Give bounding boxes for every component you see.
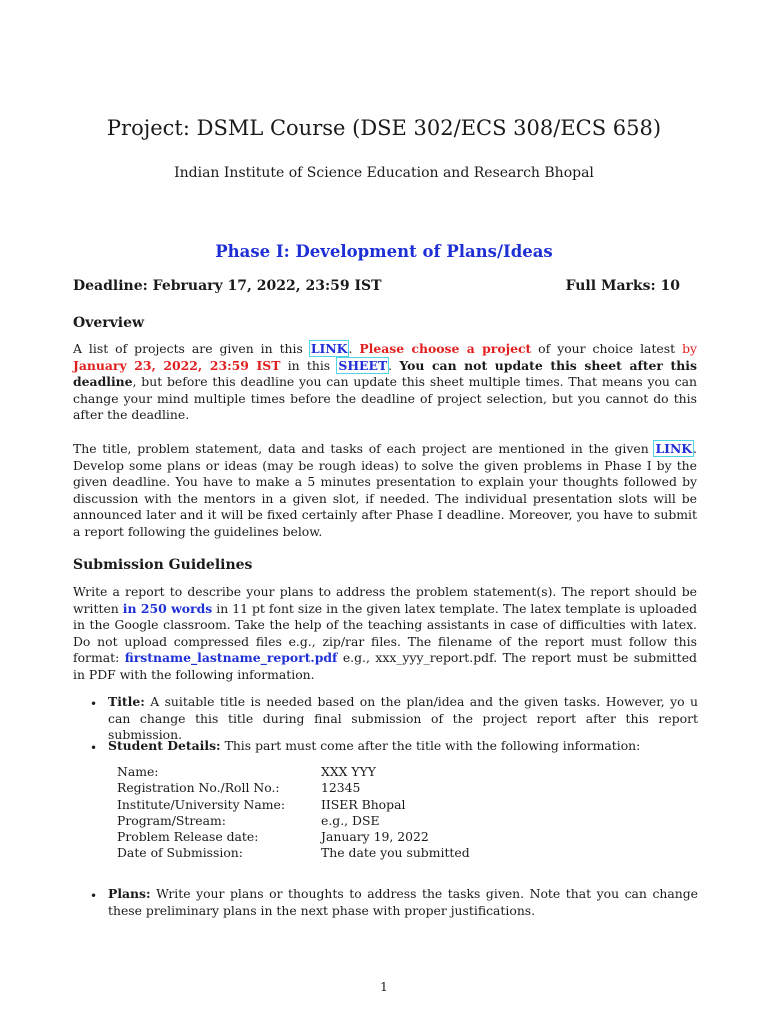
no-update-warning: You can not update this sheet after this deadline	[73, 357, 697, 390]
text-run: Write a report to describe your plans to address the problem statement(s). The report should be written	[73, 584, 697, 616]
text-run: . Develop some plans or ideas (may be rough ideas) to solve the given problems in Phase I by the given deadline. You have to make a 5 minutes presentation to explain your thoughts followed by discussion with the mentors in a given slot, if needed. The individual presentation slots will be announced later and it will be fixed certainly after Phase I deadline. Moreover, you have to submit a report following the guidelines below.	[73, 441, 697, 539]
table-row	[117, 829, 470, 845]
bullet-label: Student Details:	[108, 738, 221, 753]
selection-deadline: January 23, 2022, 23:59 IST	[73, 357, 281, 373]
overview-paragraph-2	[73, 441, 697, 541]
sheet-link[interactable]: SHEET	[338, 357, 388, 373]
detail-value: XXX YYY	[321, 764, 376, 779]
submission-heading: Submission Guidelines	[73, 557, 253, 573]
detail-label: Problem Release date:	[117, 829, 259, 845]
institute-name: Indian Institute of Science Education and Research Bhopal	[174, 165, 594, 181]
text-run: in 11 pt font size in the given latex template. The latex template is uploaded in the Google classroom. Take the help of the teaching assistants in case of difficulties with latex. Do not upload compressed files e.g., zip/rar files. The filename of the report must follow this format:	[73, 600, 697, 666]
detail-label: Program/Stream:	[117, 812, 226, 828]
bullet-icon: •	[90, 889, 98, 903]
bullet-icon: •	[90, 741, 98, 755]
table-row	[117, 780, 470, 796]
detail-value: January 19, 2022	[321, 829, 429, 845]
student-details-table	[117, 764, 470, 862]
detail-value: 12345	[321, 780, 361, 796]
detail-value: The date you submitted	[321, 845, 470, 861]
bullet-label: Title:	[108, 694, 145, 709]
by-emphasis: by	[682, 341, 698, 356]
document-title: Project: DSML Course (DSE 302/ECS 308/ECS 658)	[106, 116, 662, 140]
bullet-student-details	[108, 738, 698, 755]
table-row	[117, 845, 470, 861]
text-run: A list of projects are given in this	[73, 341, 310, 356]
word-limit-emphasis: in 250 words	[122, 600, 213, 616]
project-list-link[interactable]: LINK	[310, 341, 348, 356]
text-run: e.g., xxx_yyy_report.pdf. The report must be submitted in PDF with the following information.	[73, 650, 697, 682]
deadline-text: Deadline: February 17, 2022, 23:59 IST	[73, 278, 382, 294]
text-run: , but before this deadline you can update this sheet multiple times. That means you can change your mind multiple times before the deadline of project selection, but you cannot do this after the deadline.	[73, 374, 697, 423]
bullet-title	[108, 694, 698, 744]
project-details-link[interactable]: LINK	[655, 441, 693, 456]
detail-label: Date of Submission:	[117, 845, 243, 861]
deadline-row	[73, 278, 680, 294]
bullet-text: Write your plans or thoughts to address the tasks given. Note that you can change these preliminary plans in the next phase with proper justifications.	[108, 886, 698, 918]
table-row	[117, 813, 470, 829]
bullet-text: This part must come after the title with the following information:	[220, 738, 641, 753]
text-run: .	[348, 341, 360, 356]
bullet-label: Plans:	[108, 886, 151, 901]
detail-value: e.g., DSE	[321, 812, 380, 828]
overview-paragraph-1	[73, 341, 697, 424]
bullet-icon: •	[90, 697, 98, 711]
text-run: in this	[280, 357, 338, 373]
text-run: .	[388, 357, 400, 373]
phase-title: Phase I: Development of Plans/Ideas	[215, 242, 553, 261]
overview-heading: Overview	[73, 315, 145, 331]
filename-format: firstname_lastname_report.pdf	[124, 650, 338, 666]
detail-value: IISER Bhopal	[321, 796, 406, 812]
detail-label: Name:	[117, 764, 159, 779]
table-row	[117, 797, 470, 813]
detail-label: Registration No./Roll No.:	[117, 780, 280, 796]
full-marks: Full Marks: 10	[565, 278, 680, 294]
detail-label: Institute/University Name:	[117, 796, 285, 812]
choose-project-emphasis: Please choose a project	[359, 341, 532, 356]
text-run: of your choice latest	[531, 341, 683, 356]
bullet-text: A suitable title is needed based on the plan/idea and the given tasks. However, yo u can change this title during final submission of the project report after this report submission.	[108, 694, 698, 743]
page-number: 1	[380, 980, 388, 994]
submission-paragraph	[73, 584, 697, 684]
bullet-plans	[108, 886, 698, 919]
table-row	[117, 764, 470, 780]
text-run: The title, problem statement, data and tasks of each project are mentioned in the given	[73, 441, 655, 456]
